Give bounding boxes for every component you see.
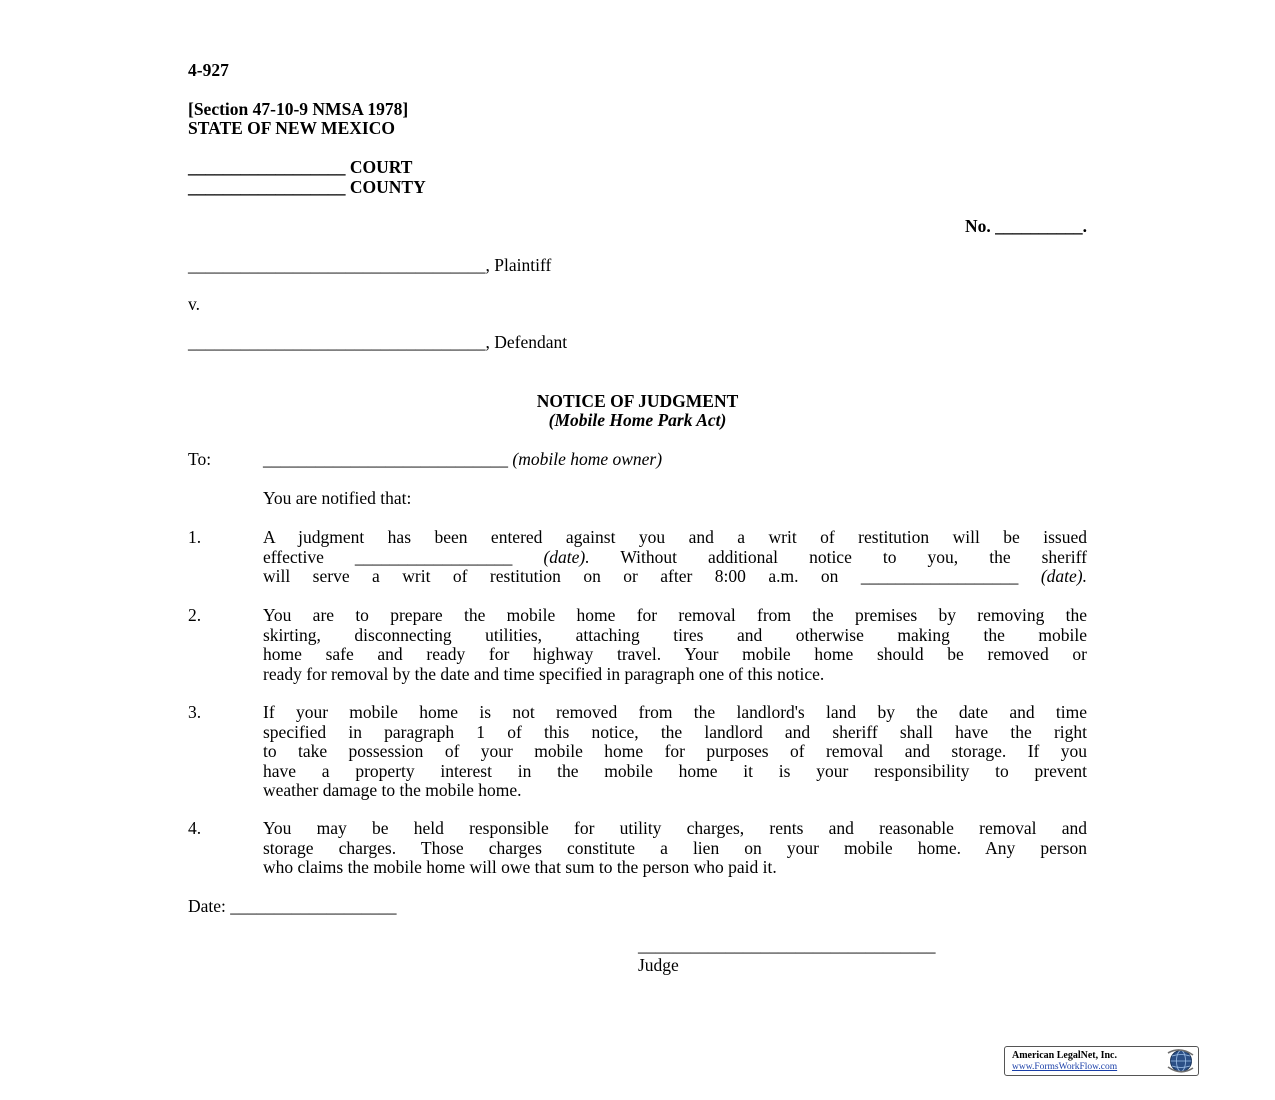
county-line: __________________ COUNTY [188, 177, 426, 197]
item-4-line: You may be held responsible for utility charges, rents and reasonable removal and [263, 818, 1087, 838]
item-2-line: ready for removal by the date and time specified in paragraph one of this notice. [263, 663, 825, 684]
footer-badge[interactable] [1004, 1046, 1199, 1076]
judge-signature-line: __________________________________ [638, 935, 936, 955]
form-number: 4-927 [188, 60, 229, 80]
item-3-text [263, 703, 1087, 801]
item-4-line: who claims the mobile home will owe that sum to the person who paid it. [263, 857, 777, 877]
date-note: (date). [1040, 566, 1087, 586]
item-2-line: You are to prepare the mobile home for removal from the premises by removing the [263, 605, 1087, 625]
plaintiff-line: __________________________________, Plaintiff [188, 255, 552, 275]
date-line: Date: ___________________ [188, 896, 397, 916]
court-line: __________________ COURT [188, 157, 413, 177]
defendant-line: __________________________________, Defendant [188, 332, 568, 352]
item-1-number: 1. [188, 527, 202, 547]
item-4-number: 4. [188, 818, 202, 838]
date-note: (date). [543, 546, 590, 567]
item-4-line: storage charges. Those charges constitute a lien on your mobile home. Any person [263, 837, 1087, 858]
recipient-line [263, 450, 662, 470]
to-label: To: [188, 449, 212, 469]
item-2-line: skirting, disconnecting utilities, attaching tires and otherwise making the mobile [263, 624, 1087, 645]
item-3-line: specified in paragraph 1 of this notice, the landlord and sheriff shall have the right [263, 721, 1087, 742]
case-number: No. __________. [964, 216, 1087, 236]
state-name: STATE OF NEW MEXICO [188, 118, 395, 138]
versus-label: v. [188, 294, 200, 314]
item-3-line: to take possession of your mobile home for purposes of removal and storage. If you [263, 741, 1087, 761]
item-3-line: have a property interest in the mobile home it is your responsibility to prevent [263, 760, 1087, 781]
recipient-blank: ____________________________ [263, 449, 508, 469]
intro-text: You are notified that: [263, 488, 412, 508]
footer-company: American LegalNet, Inc. [1012, 1050, 1117, 1061]
effective-date-blank: effective __________________ [263, 546, 544, 567]
document-title: NOTICE OF JUDGMENT [536, 391, 739, 411]
item-1-line-3 [263, 567, 1087, 587]
footer-url-link[interactable]: www.FormsWorkFlow.com [1012, 1062, 1118, 1072]
item-2-text [263, 606, 1087, 684]
statute-reference: [Section 47-10-9 NMSA 1978] [188, 99, 409, 119]
service-date-blank: will serve a writ of restitution on or after 8:00 a.m. on __________________ [263, 566, 1041, 586]
item-3-number: 3. [188, 702, 202, 722]
globe-icon [1165, 1048, 1195, 1074]
item-1-text [263, 528, 1087, 587]
item-4-text [263, 819, 1087, 878]
item-1-line-2-rest: Without additional notice to you, the sheriff [589, 546, 1087, 567]
item-1-line-1: A judgment has been entered against you and a writ of restitution will be issued [263, 527, 1087, 547]
judge-label: Judge [638, 955, 679, 975]
document-subtitle: (Mobile Home Park Act) [548, 410, 727, 430]
item-3-line: weather damage to the mobile home. [263, 780, 522, 800]
item-3-line: If your mobile home is not removed from the landlord's land by the date and time [263, 702, 1087, 722]
recipient-note: (mobile home owner) [512, 449, 663, 469]
item-1-line-2 [263, 548, 1087, 568]
item-2-number: 2. [188, 605, 202, 625]
item-2-line: home safe and ready for highway travel. Your mobile home should be removed or [263, 644, 1087, 664]
